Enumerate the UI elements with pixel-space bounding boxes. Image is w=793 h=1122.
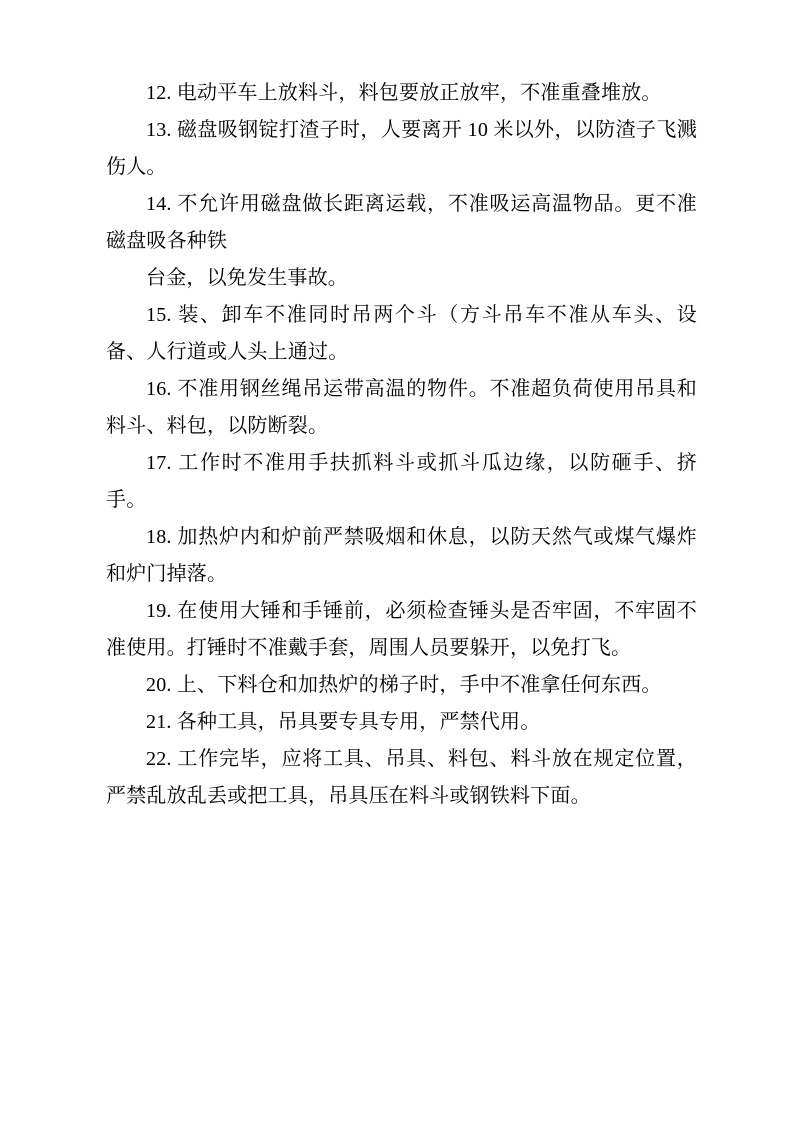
paragraph-item-15: 15. 装、卸车不准同时吊两个斗（方斗吊车不准从车头、设备、人行道或人头上通过。: [106, 304, 697, 363]
paragraph-item-19: 19. 在使用大锤和手锤前，必须检查锤头是否牢固，不牢固不准使用。打锤时不准戴手套，周围人员要躲开，以免打飞。: [106, 600, 697, 659]
paragraph-item-20: 20. 上、下料仓和加热炉的梯子时，手中不准拿任何东西。: [146, 674, 662, 696]
paragraph-item-14: 14. 不允许用磁盘做长距离运载，不准吸运高温物品。更不准磁盘吸各种铁: [106, 193, 697, 252]
paragraph-item-17: 17. 工作时不准用手扶抓料斗或抓斗瓜边缘，以防砸手、挤手。: [106, 452, 697, 511]
paragraph-item-18: 18. 加热炉内和炉前严禁吸烟和休息，以防天然气或煤气爆炸和炉门掉落。: [106, 526, 697, 585]
paragraph-item-22: 22. 工作完毕，应将工具、吊具、料包、料斗放在规定位置，严禁乱放乱丢或把工具，吊具压在料斗或钢铁料下面。: [106, 748, 697, 807]
paragraph-item-12: 12. 电动平车上放料斗，料包要放正放牢，不准重叠堆放。: [146, 82, 662, 104]
paragraph-item-21: 21. 各种工具，吊具要专具专用，严禁代用。: [146, 711, 541, 733]
paragraph-item-13: 13. 磁盘吸钢锭打渣子时，人要离开 10 米以外，以防渣子飞溅伤人。: [106, 119, 697, 178]
paragraph-item-16: 16. 不准用钢丝绳吊运带高温的物件。不准超负荷使用吊具和料斗、料包，以防断裂。: [106, 378, 697, 437]
paragraph-item-14-continuation: 台金，以免发生事故。: [146, 267, 348, 289]
